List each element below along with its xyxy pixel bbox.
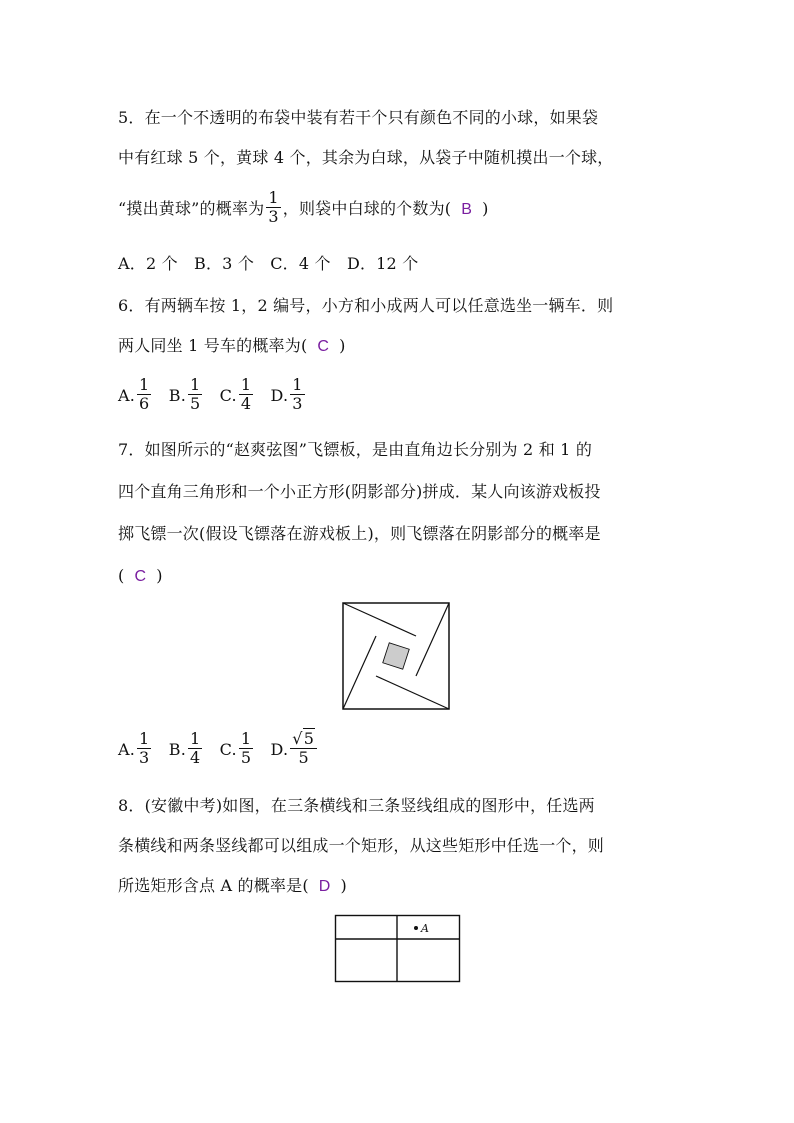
q8-answer: D [318, 878, 331, 895]
point-a-dot [414, 926, 418, 930]
q7-line-1: 7．如图所示的“赵爽弦图”飞镖板，是由直角边长分别为 2 和 1 的 [118, 440, 593, 459]
diagram-line-2 [416, 603, 449, 676]
diagram-line-4 [343, 636, 376, 709]
q7-option-a-num: 1 [139, 729, 150, 748]
q7-options [118, 730, 329, 770]
q6-option-b-label: B. [168, 386, 186, 405]
q8-line-1: 8．(安徽中考)如图，在三条横线和三条竖线组成的图形中，任选两 [118, 796, 595, 815]
grid-diagram [334, 914, 462, 984]
q6-option-d-num: 1 [292, 375, 303, 394]
q7-option-d-den: 5 [298, 748, 309, 767]
point-a-label: A [421, 922, 429, 935]
q5-close-paren: ) [482, 199, 489, 218]
q8-line-3 [118, 876, 347, 897]
q6-option-b-den: 5 [189, 394, 201, 413]
q5-fraction-denominator: 3 [268, 207, 279, 226]
q6-option-b [169, 376, 205, 416]
q7-option-a-den: 3 [139, 748, 150, 767]
q8-line-3-text: 所选矩形含点 A 的概率是( [118, 876, 309, 895]
q6-option-b-num: 1 [189, 375, 201, 394]
zhao-shuang-diagram [342, 602, 452, 712]
q6-option-d-label: D. [270, 386, 289, 405]
diagram-shaded-square [376, 636, 416, 676]
q7-close-paren: ) [156, 566, 163, 585]
sqrt-sign: √ [292, 729, 303, 748]
q6-options [118, 376, 317, 416]
q5-line-3-text-a: “摸出黄球”的概率为 [118, 199, 265, 218]
q6-close-paren: ) [339, 336, 346, 355]
q8-line-2: 条横线和两条竖线都可以组成一个矩形，从这些矩形中任选一个，则 [118, 836, 605, 855]
q6-option-c-label: C. [219, 386, 237, 405]
q5-line-1: 5．在一个不透明的布袋中装有若干个只有颜色不同的小球，如果袋 [118, 108, 599, 127]
q7-open-paren: ( [118, 566, 125, 585]
q7-line-4 [118, 566, 163, 587]
q7-line-2: 四个直角三角形和一个小正方形(阴影部分)拼成．某人向该游戏板投 [118, 482, 601, 501]
q7-option-d [271, 730, 320, 770]
q7-option-d-radicand: 5 [303, 729, 315, 748]
q7-option-a [118, 730, 153, 770]
q6-line-1: 6．有两辆车按 1，2 编号，小方和小成两人可以任意选坐一辆车．则 [118, 296, 614, 315]
q7-option-b-den: 4 [189, 748, 201, 767]
diagram-line-1 [343, 603, 416, 636]
diagram-line-3 [376, 676, 449, 709]
q7-option-a-label: A. [118, 740, 136, 759]
q5-fraction-numerator: 1 [268, 188, 279, 207]
q7-answer: C [134, 568, 147, 585]
q7-option-c-label: C. [219, 740, 237, 759]
q5-answer: B [461, 201, 473, 218]
q7-option-d-label: D. [270, 740, 289, 759]
q6-option-a-den: 6 [139, 394, 150, 413]
q6-option-d-den: 3 [292, 394, 303, 413]
q7-option-c-den: 5 [240, 748, 252, 767]
q7-line-3: 掷飞镖一次(假设飞镖落在游戏板上)，则飞镖落在阴影部分的概率是 [118, 524, 601, 543]
q6-option-a [118, 376, 153, 416]
q7-option-c [220, 730, 256, 770]
q6-option-a-label: A. [118, 386, 136, 405]
q6-answer: C [317, 338, 330, 355]
q6-line-2-text: 两人同坐 1 号车的概率为( [118, 336, 308, 355]
q5-line-3 [118, 190, 489, 229]
q6-line-2 [118, 336, 346, 357]
q6-option-d [271, 376, 307, 416]
q7-option-b [169, 730, 205, 770]
q8-close-paren: ) [340, 876, 347, 895]
q7-option-b-label: B. [168, 740, 186, 759]
q6-option-c-num: 1 [240, 375, 252, 394]
q5-line-3-text-b: ，则袋中白球的个数为( [282, 199, 452, 218]
q6-option-c [220, 376, 256, 416]
q5-fraction [266, 189, 280, 226]
q5-options: A．2 个 B．3 个 C．4 个 D．12 个 [118, 254, 419, 273]
q7-option-c-num: 1 [240, 729, 252, 748]
q6-option-a-num: 1 [139, 375, 150, 394]
q7-option-d-num [290, 730, 317, 749]
q6-option-c-den: 4 [240, 394, 252, 413]
q5-line-2: 中有红球 5 个，黄球 4 个，其余为白球，从袋子中随机摸出一个球， [118, 148, 614, 167]
q7-option-b-num: 1 [189, 729, 201, 748]
